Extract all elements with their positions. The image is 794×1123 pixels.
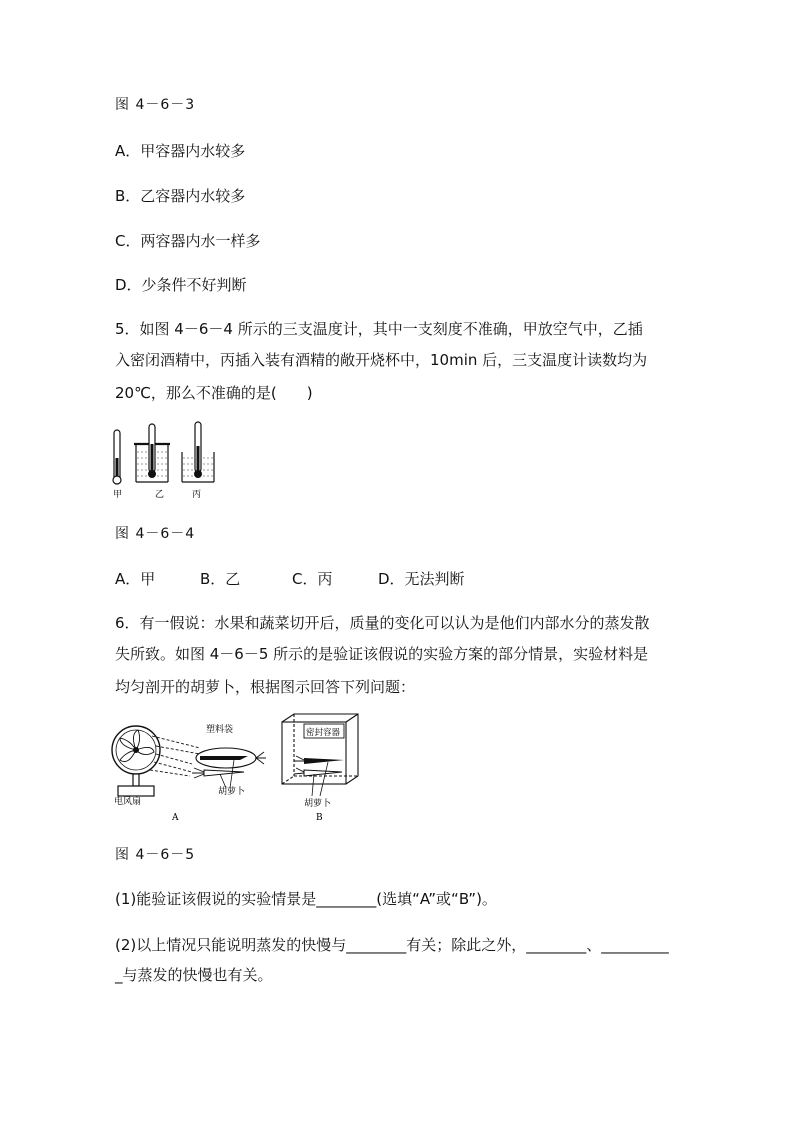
thermometer-bing [182, 422, 214, 482]
figure-caption-4-6-5: 图 4－6－5 [115, 847, 196, 863]
q5-text-line-2: 入密闭酒精中，丙插入装有酒精的敞开烧杯中，10min 后，三支温度计读数均为 [115, 351, 648, 369]
label-bing: 丙 [192, 490, 202, 500]
plastic-bag-carrot [196, 748, 266, 768]
q4-option-c: C．两容器内水一样多 [115, 232, 261, 250]
figure-caption-4-6-3: 图 4－6－3 [115, 97, 196, 113]
experiment-figure [108, 712, 368, 824]
label-jia: 甲 [113, 490, 123, 500]
q5-option-d: D．无法判断 [378, 570, 465, 588]
thermometer-yi [134, 424, 170, 482]
q4-option-b: B．乙容器内水较多 [115, 187, 246, 205]
sealed-carrots [294, 756, 344, 776]
q5-option-a: A．甲 [115, 570, 156, 588]
panel-b-label: B [316, 813, 323, 823]
figure-caption-4-6-4: 图 4－6－4 [115, 526, 196, 542]
q6-sub-question-2-line-2: _与蒸发的快慢也有关。 [115, 966, 273, 984]
q5-option-b: B．乙 [200, 570, 241, 588]
q4-option-d: D．少条件不好判断 [115, 276, 247, 294]
carrot-label-b: 胡萝卜 [304, 799, 332, 809]
q6-text-line-1: 6．有一假说：水果和蔬菜切开后，质量的变化可以认为是他们内部水分的蒸发散 [115, 614, 650, 632]
bag-label: 塑料袋 [206, 725, 234, 735]
q5-text-line-3: 20℃，那么不准确的是( ) [115, 384, 313, 402]
q6-text-line-2: 失所致。如图 4－6－5 所示的是验证该假说的实验方案的部分情景，实验材料是 [115, 645, 649, 663]
open-carrot [192, 768, 244, 778]
q6-sub-question-2-line-1: (2)以上情况只能说明蒸发的快慢与________有关；除此之外，________、_________ [115, 936, 669, 954]
carrot-label-a: 胡萝卜 [218, 787, 246, 797]
container-label: 密封容器 [306, 728, 341, 738]
panel-a-label: A [172, 813, 179, 823]
fan-label: 电风扇 [114, 797, 142, 807]
thermometer-figure [108, 420, 228, 502]
q5-text-line-1: 5．如图 4－6－4 所示的三支温度计，其中一支刻度不准确，甲放空气中，乙插 [115, 320, 643, 338]
q6-sub-question-1: (1)能验证该假说的实验情景是________(选填“A”或“B”)。 [115, 890, 497, 908]
thermometer-jia [113, 430, 121, 484]
label-yi: 乙 [155, 490, 165, 500]
q5-option-c: C．丙 [292, 570, 333, 588]
q4-option-a: A．甲容器内水较多 [115, 142, 246, 160]
q6-text-line-3: 均匀剖开的胡萝卜，根据图示回答下列问题： [115, 678, 416, 696]
